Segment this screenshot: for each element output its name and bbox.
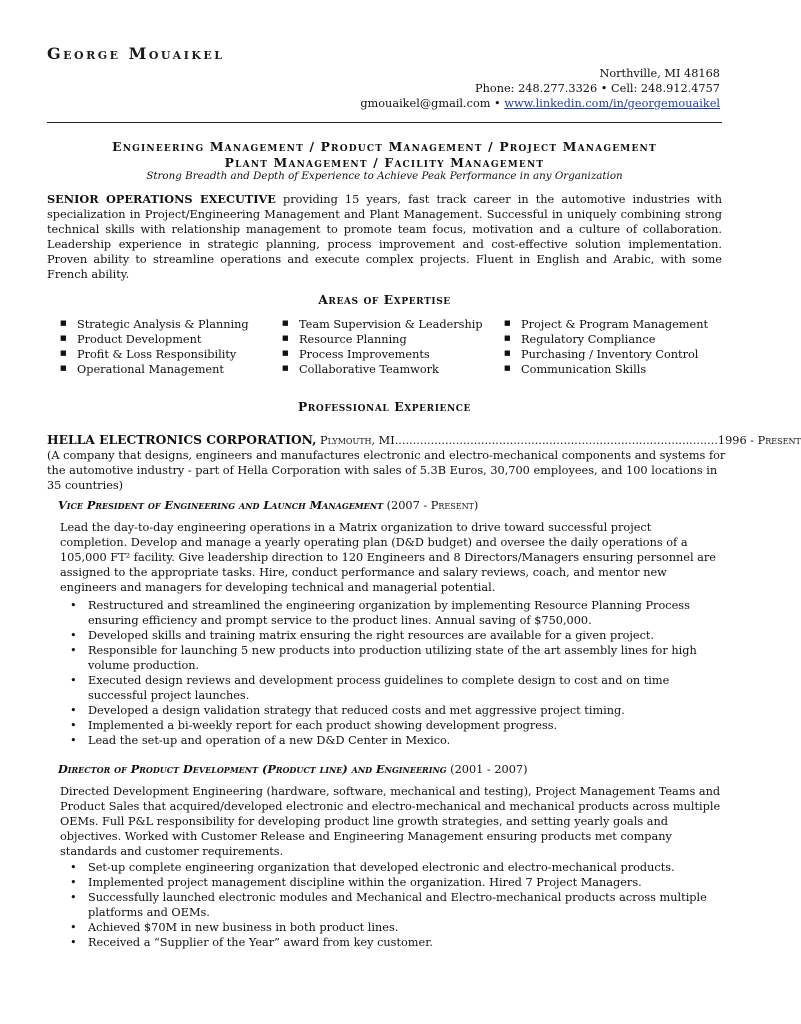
expertise-item: ■ Operational Management [60, 362, 282, 377]
company-location: Plymouth, MI [316, 434, 395, 447]
expertise-item: ■ Purchasing / Inventory Control [504, 347, 708, 362]
achievement-item: • Received a “Supplier of the Year” award from key customer. [58, 935, 722, 950]
dot-leader: .......................................................................................... [394, 434, 718, 447]
contact-separator: • [490, 97, 505, 110]
achievement-item: • Implemented project management discipline within the organization. Hired 7 Project Managers. [58, 875, 722, 890]
expertise-item: ■ Collaborative Teamwork [282, 362, 504, 377]
expertise-item: ■ Product Development [60, 332, 282, 347]
achievement-item: • Implemented a bi-weekly report for each product showing development progress. [58, 718, 722, 733]
expertise-column-3 [504, 317, 708, 377]
linkedin-link[interactable]: www.linkedin.com/in/georgemouaikel [504, 97, 720, 110]
expertise-item: ■ Resource Planning [282, 332, 504, 347]
achievement-item: • Responsible for launching 5 new products into production utilizing state of the art assembly lines for high volume production. [58, 643, 722, 673]
email-linkedin-line [360, 96, 720, 111]
expertise-item: ■ Strategic Analysis & Planning [60, 317, 282, 332]
company-name: HELLA ELECTRONICS CORPORATION, [47, 432, 317, 447]
company-description: (A company that designs, engineers and manufactures electronic and electro-mechanical components and systems for the automotive industry - part of Hella Corporation with sales of 5.3B Euros, 30,700 employees, and 100 locations in 35 countries) [47, 449, 726, 492]
achievement-item: • Lead the set-up and operation of a new D&D Center in Mexico. [58, 733, 722, 748]
expertise-heading: Areas of Expertise [318, 292, 451, 307]
summary-lead: SENIOR OPERATIONS EXECUTIVE [47, 192, 276, 206]
experience-heading: Professional Experience [297, 399, 472, 414]
expertise-item: ■ Team Supervision & Leadership [282, 317, 504, 332]
role-dates: (2001 - 2007) [446, 763, 528, 776]
achievement-item: • Set-up complete engineering organization that developed electronic and electro-mechanical products. [58, 860, 722, 875]
achievement-item: • Developed a design validation strategy that reduced costs and met aggressive project timing. [58, 703, 722, 718]
location: Northville, MI 48168 [599, 67, 720, 80]
company-header [47, 432, 801, 448]
summary-body: providing 15 years, fast track career in the automotive industries with specialization in Project/Engineering Management and Plant Management. Successful in uniquely combining strong technical skills with relationship management to promote team focus, motivation and a culture of collaboration. Leadership experience in strategic planning, process improvement and cost-effective solution implementation. Proven ability to streamline operations and execute complex projects. Fluent in English and Arabic, with some French ability. [47, 193, 722, 282]
role-title: Director of Product Development (Product line) and Engineering [58, 762, 447, 776]
achievement-item: • Executed design reviews and development process guidelines to complete design to cost and on time successful project launches. [58, 673, 722, 703]
achievement-item: • Achieved $70M in new business in both product lines. [58, 920, 722, 935]
role-heading [58, 762, 722, 777]
role-director [58, 762, 722, 950]
contact-block [360, 66, 720, 111]
role-vp [58, 498, 722, 749]
company-block [47, 432, 801, 493]
role-heading [58, 498, 722, 513]
role-summary: Lead the day-to-day engineering operations in a Matrix organization to drive toward successful project completion. Develop and manage a yearly operating plan (D&D budget) and oversee the daily operations of a 105,000 FT² facility. Give leadership direction to 120 Engineers and 8 Directors/Managers ensuring personnel are assigned to the appropriate tasks. Hire, conduct performance and salary reviews, coach, and mentor new engineers and managers for developing technical and managerial potential. [60, 521, 716, 595]
email: gmouaikel@gmail.com [360, 97, 491, 110]
expertise-column-2 [282, 317, 504, 377]
tagline: Strong Breadth and Depth of Experience to Achieve Peak Performance in any Organization [146, 170, 623, 182]
expertise-item: ■ Profit & Loss Responsibility [60, 347, 282, 362]
expertise-item: ■ Communication Skills [504, 362, 708, 377]
role-achievements [58, 598, 722, 749]
role-dates: (2007 - Present) [383, 499, 479, 512]
phone-numbers: Phone: 248.277.3326 • Cell: 248.912.4757 [475, 82, 720, 95]
summary-paragraph [47, 192, 722, 283]
expertise-column-1 [60, 317, 282, 377]
header-divider [47, 122, 722, 123]
achievement-item: • Restructured and streamlined the engineering organization by implementing Resource Planning Process ensuring efficiency and prompt service to the product lines. Annual saving of $750,000. [58, 598, 722, 628]
expertise-list [60, 317, 720, 377]
headline-line-1: Engineering Management / Product Management / Project Management [112, 139, 657, 154]
role-achievements [58, 860, 722, 951]
expertise-item: ■ Process Improvements [282, 347, 504, 362]
company-dates: 1996 - Present [717, 434, 801, 447]
role-summary: Directed Development Engineering (hardware, software, mechanical and testing), Project Management Teams and Product Sales that acquired/developed electronic and electro-mechanical and mechanical products across multiple OEMs. Full P&L responsibility for developing product line growth strategies, and setting yearly goals and objectives. Worked with Customer Release and Engineering Management ensuring products met company standards and customer requirements. [60, 785, 721, 859]
expertise-item: ■ Project & Program Management [504, 317, 708, 332]
achievement-item: • Successfully launched electronic modules and Mechanical and Electro-mechanical products across multiple platforms and OEMs. [58, 890, 722, 920]
candidate-name: George Mouaikel [47, 44, 225, 63]
achievement-item: • Developed skills and training matrix ensuring the right resources are available for a given project. [58, 628, 722, 643]
expertise-item: ■ Regulatory Compliance [504, 332, 708, 347]
role-title: Vice President of Engineering and Launch Management [58, 498, 384, 512]
headline-line-2: Plant Management / Facility Management [224, 155, 545, 170]
